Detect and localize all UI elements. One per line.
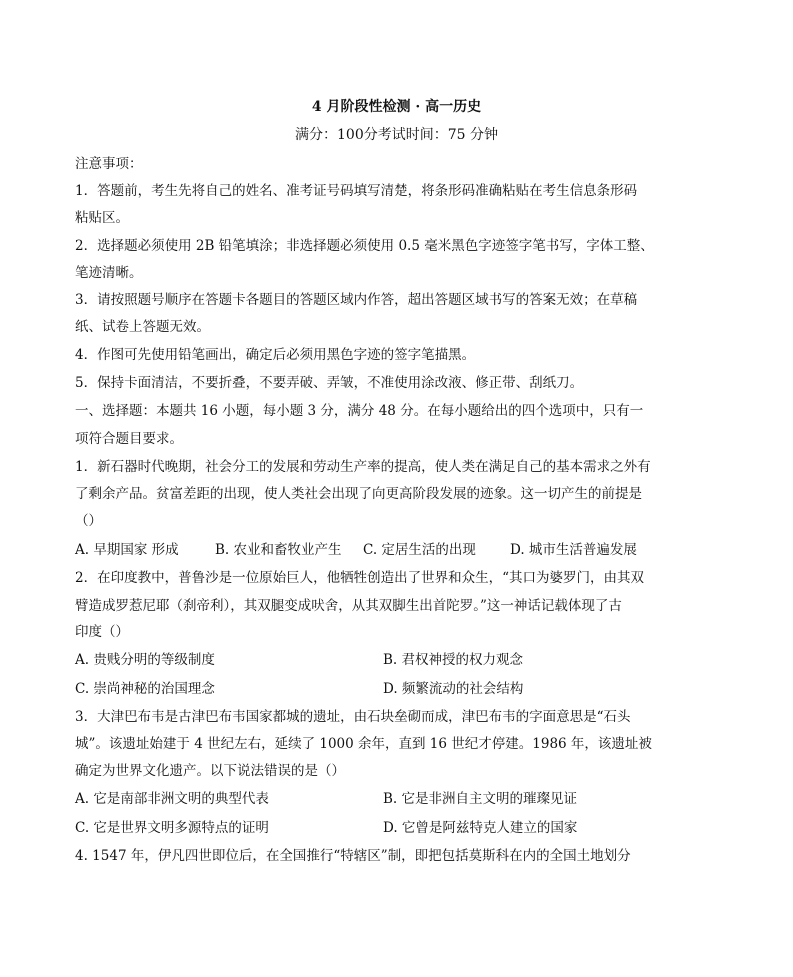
notice-heading: 注意事项： [75, 156, 143, 172]
q3-option-b[interactable]: B. 它是非洲自主文明的璀璨见证 [383, 791, 578, 807]
notice-line: 1．答题前，考生先将自己的姓名、准考证号码填写清楚，将条形码准确粘贴在考生信息条形码 [75, 183, 638, 199]
notice-line: 2．选择题必须使用 2B 铅笔填涂；非选择题必须使用 0.5 毫米黑色字迹签字笔书写，字体工整、 [75, 238, 654, 254]
q1-option-d[interactable]: D. 城市生活普遍发展 [510, 542, 637, 558]
q2-option-d[interactable]: D. 频繁流动的社会结构 [383, 681, 524, 697]
notice-line: 纸、试卷上答题无效。 [75, 319, 210, 335]
q1-option-b[interactable]: B. 农业和畜牧业产生 [215, 542, 342, 558]
section-intro: 项符合题目要求。 [75, 431, 183, 447]
question-1-stem: （） [75, 513, 102, 529]
q1-option-c[interactable]: C. 定居生活的出现 [363, 542, 476, 558]
question-2-stem: 印度（） [75, 624, 129, 640]
question-1-stem: 1．新石器时代晚期，社会分工的发展和劳动生产率的提高，使人类在满足自己的基本需求之外有 [75, 459, 651, 475]
question-2-stem: 臂造成罗惹尼耶（刹帝利），其双腿变成吠舍，从其双脚生出首陀罗。”这一神话记载体现了古 [75, 598, 622, 614]
question-4-stem: 4. 1547 年，伊凡四世即位后，在全国推行“特辖区”制，即把包括莫斯科在内的全国土地划分 [75, 848, 631, 864]
notice-line: 粘贴区。 [75, 210, 129, 226]
notice-line: 3．请按照题号顺序在答题卡各题目的答题区域内作答，超出答题区域书写的答案无效；在草稿 [75, 292, 638, 308]
question-3-stem: 确定为世界文化遗产。以下说法错误的是（） [75, 763, 345, 779]
question-2-stem: 2．在印度教中，普鲁沙是一位原始巨人，他牺牲创造出了世界和众生，“其口为婆罗门，由其双 [75, 570, 644, 586]
question-3-stem: 城”。该遗址始建于 4 世纪左右，延续了 1000 余年，直到 16 世纪才停建。1986 年，该遗址被 [75, 736, 652, 752]
q2-option-a[interactable]: A. 贵贱分明的等级制度 [75, 652, 215, 668]
notice-line: 笔迹清晰。 [75, 265, 143, 281]
notice-line: 4．作图可先使用铅笔画出，确定后必须用黑色字迹的签字笔描黑。 [75, 347, 476, 363]
exam-subtitle: 满分：100分考试时间：75 分钟 [295, 127, 498, 143]
question-1-stem: 了剩余产品。贫富差距的出现，使人类社会出现了向更高阶段发展的迹象。这一切产生的前提是 [75, 486, 642, 502]
exam-title: 4 月阶段性检测 · 高一历史 [311, 99, 482, 115]
question-3-stem: 3．大津巴布韦是古津巴布韦国家都城的遗址，由石块垒砌而成，津巴布韦的字面意思是“石头 [75, 709, 631, 725]
q1-option-a[interactable]: A. 早期国家 形成 [75, 542, 179, 558]
q3-option-a[interactable]: A. 它是南部非洲文明的典型代表 [75, 791, 269, 807]
q2-option-c[interactable]: C. 崇尚神秘的治国理念 [75, 681, 215, 697]
notice-line: 5．保持卡面清洁，不要折叠，不要弄破、弄皱，不准使用涂改液、修正带、刮纸刀。 [75, 375, 584, 391]
q3-option-d[interactable]: D. 它曾是阿兹特克人建立的国家 [383, 820, 578, 836]
q2-option-b[interactable]: B. 君权神授的权力观念 [383, 652, 524, 668]
section-intro: 一、选择题：本题共 16 小题，每小题 3 分，满分 48 分。在每小题给出的四个选项中，只有一 [75, 403, 644, 419]
q3-option-c[interactable]: C. 它是世界文明多源特点的证明 [75, 820, 269, 836]
